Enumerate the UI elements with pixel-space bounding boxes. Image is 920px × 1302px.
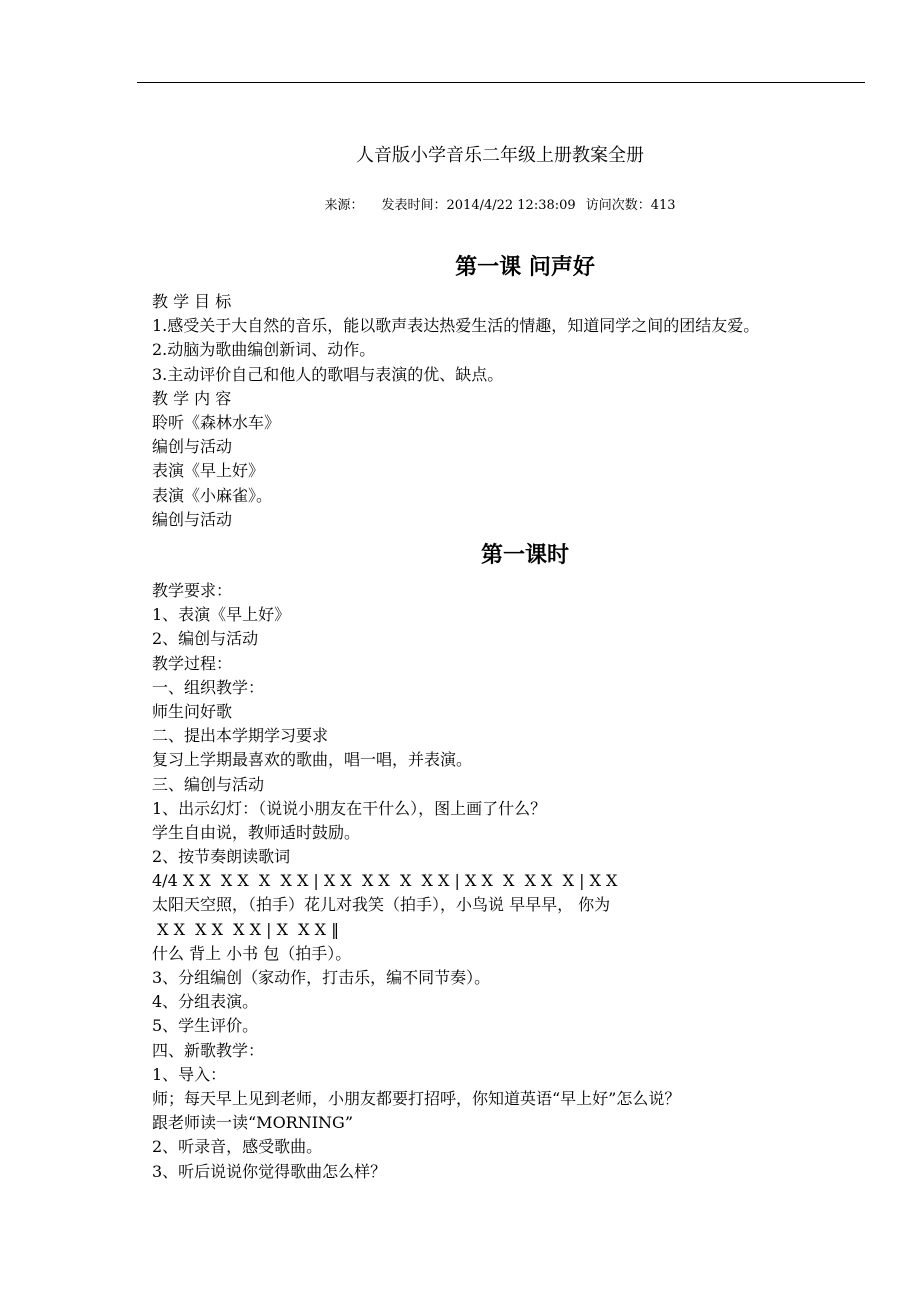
text-line: 师；每天早上见到老师，小朋友都要打招呼，你知道英语“早上好”怎么说？	[152, 1088, 681, 1108]
text-line: 四、新歌教学：	[152, 1040, 265, 1060]
text-line: 教 学 目 标	[152, 292, 232, 311]
text-line: 编创与活动	[152, 437, 233, 457]
text-line: 1、导入：	[152, 1064, 227, 1084]
text-line: 5、学生评价。	[152, 1016, 259, 1036]
publish-time: 发表时间：2014/4/22 12:38:09	[381, 198, 576, 213]
text-line: 教学过程：	[152, 653, 233, 673]
text-line: 复习上学期最喜欢的歌曲，唱一唱，并表演。	[152, 750, 473, 770]
text-line: 1、出示幻灯：（说说小朋友在干什么），图上画了什么？	[152, 798, 547, 818]
period-body	[152, 579, 882, 1184]
text-line: 编创与活动	[152, 509, 233, 529]
text-line: 跟老师读一读“MORNING”	[152, 1113, 354, 1133]
text-line: 一、组织教学：	[152, 677, 265, 697]
document-title: 人音版小学音乐二年级上册教案全册	[356, 145, 644, 166]
text-line: 3.主动评价自己和他人的歌唱与表演的优、缺点。	[152, 364, 504, 384]
text-line: 三、编创与活动	[152, 774, 265, 794]
lesson-heading: 第一课 问声好	[455, 254, 595, 280]
text-line: 3、分组编创（家动作，打击乐，编不同节奏）。	[152, 968, 491, 987]
lesson-body	[152, 290, 882, 532]
text-line: 师生问好歌	[152, 701, 233, 721]
text-line: 二、提出本学期学习要求	[152, 726, 329, 746]
visit-count: 访问次数：413	[585, 198, 676, 213]
text-line: 表演《小麻雀》。	[152, 485, 273, 505]
text-line: 2、听录音，感受歌曲。	[152, 1137, 323, 1157]
period-heading: 第一课时	[480, 542, 569, 568]
rhythm-line: 4/4 X X X X X X X | X X X X X X X | X X X X X X | X X	[152, 871, 618, 891]
lyric-line: 太阳天空照，（拍手）花儿对我笑（拍手），小鸟说 早早早， 你为	[152, 895, 611, 915]
text-line: 表演《早上好》	[152, 461, 265, 481]
text-line: 4、分组表演。	[152, 992, 259, 1012]
text-line: 2.动脑为歌曲编创新词、动作。	[152, 340, 376, 360]
text-line: 学生自由说，教师适时鼓励。	[152, 822, 361, 842]
text-line: 聆听《森林水车》	[152, 412, 281, 432]
lyric-line: 什么 背上 小书 包（拍手）。	[152, 943, 352, 963]
document-meta	[0, 197, 920, 215]
source-label: 来源：	[324, 198, 364, 213]
text-line: 教学要求：	[152, 581, 233, 600]
rhythm-line: X X X X X X | X X X ‖	[152, 919, 340, 939]
text-line: 1、表演《早上好》	[152, 605, 291, 625]
text-line: 2、按节奏朗读歌词	[152, 847, 291, 867]
text-line: 2、编创与活动	[152, 629, 259, 649]
text-line: 3、听后说说你觉得歌曲怎么样？	[152, 1161, 387, 1181]
header-rule	[137, 82, 865, 83]
text-line: 1.感受关于大自然的音乐，能以歌声表达热爱生活的情趣，知道同学之间的团结友爱。	[152, 316, 760, 336]
text-line: 教 学 内 容	[152, 388, 232, 408]
